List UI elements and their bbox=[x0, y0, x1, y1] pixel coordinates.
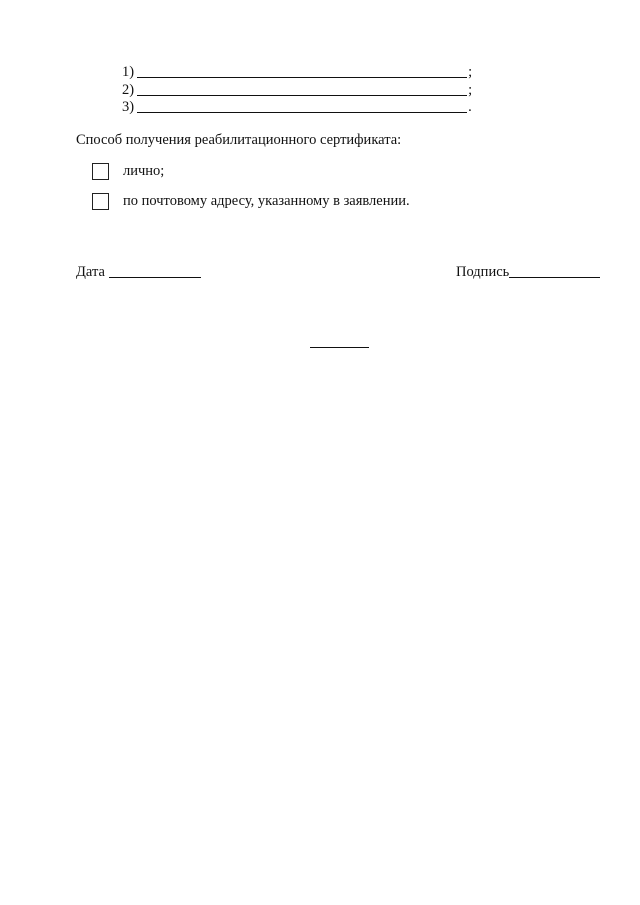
line-punctuation: . bbox=[468, 99, 472, 115]
end-separator-line bbox=[310, 347, 369, 348]
option-by-mail-label: по почтовому адресу, указанному в заявлении. bbox=[123, 193, 410, 209]
signature-label: Подпись bbox=[456, 264, 510, 280]
fill-in-blank[interactable] bbox=[137, 64, 467, 78]
fill-in-blank[interactable] bbox=[137, 99, 467, 113]
signature-field bbox=[456, 264, 600, 280]
method-heading: Способ получения реабилитационного сертификата: bbox=[76, 132, 402, 148]
line-number: 1) bbox=[122, 64, 135, 80]
option-in-person-label: лично; bbox=[123, 163, 165, 179]
line-punctuation: ; bbox=[468, 82, 473, 98]
line-punctuation: ; bbox=[468, 64, 473, 80]
option-by-mail[interactable] bbox=[92, 193, 410, 210]
line-number: 2) bbox=[122, 82, 135, 98]
date-field bbox=[76, 264, 201, 280]
option-in-person[interactable] bbox=[92, 163, 164, 180]
numbered-line-3 bbox=[122, 97, 472, 115]
checkbox-by-mail[interactable] bbox=[92, 193, 109, 210]
date-label: Дата bbox=[76, 264, 105, 280]
line-number: 3) bbox=[122, 99, 135, 115]
date-blank[interactable] bbox=[109, 264, 201, 278]
fill-in-blank[interactable] bbox=[137, 82, 467, 96]
numbered-line-2 bbox=[122, 80, 472, 98]
signature-blank[interactable] bbox=[509, 264, 600, 278]
checkbox-in-person[interactable] bbox=[92, 163, 109, 180]
numbered-line-1 bbox=[122, 62, 472, 80]
